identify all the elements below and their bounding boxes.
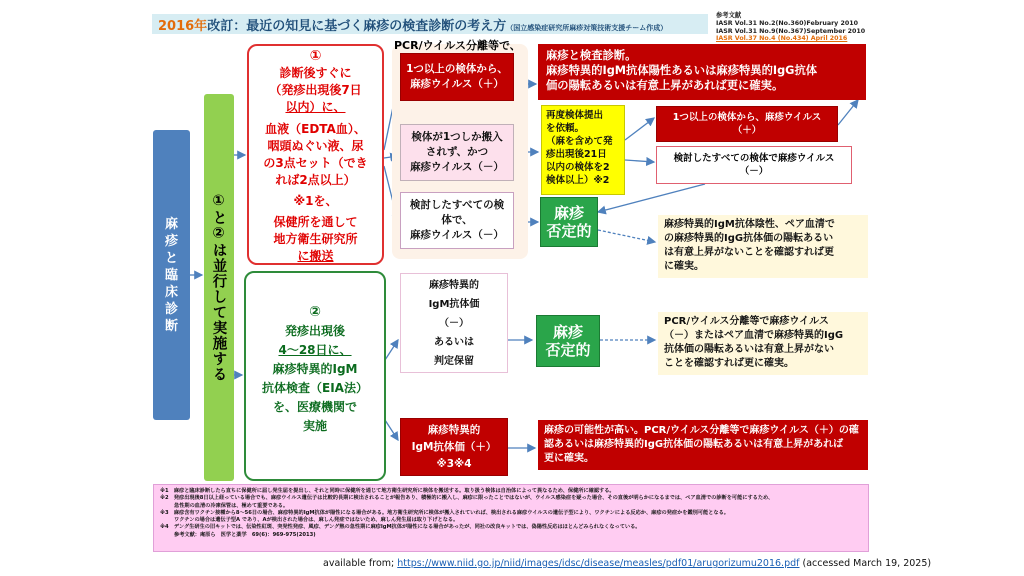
title-org: （国立感染症研究所麻疹対策技術支援チーム作成） bbox=[506, 24, 668, 32]
clinical-diagnosis-box bbox=[153, 130, 190, 420]
pcr-negative-line: 体で、 bbox=[441, 214, 473, 226]
result-likely-line: 更に確実。 bbox=[544, 453, 594, 464]
step2-number: ② bbox=[309, 304, 321, 320]
footnotes bbox=[153, 484, 869, 552]
pcr-single-line: されず、かつ bbox=[425, 146, 489, 158]
step1-line: れば2点以上） bbox=[275, 173, 356, 187]
result-likely-line: 麻疹の可能性が高い。PCR/ウイルス分離等で麻疹ウイルス（＋）の確 bbox=[544, 425, 859, 436]
negative-label: 否定的 bbox=[546, 222, 592, 240]
source-citation bbox=[323, 558, 931, 569]
negative-note-line: 麻疹特異的IgM抗体陰性、ペア血清で bbox=[664, 219, 835, 230]
negative-note-line: 抗体価の陽転あるいは有意上昇がない bbox=[664, 344, 834, 355]
negative-label: 麻疹 bbox=[553, 204, 584, 222]
step1-number: ① bbox=[309, 48, 322, 64]
resubmit-line: 疹出現後21日 bbox=[546, 149, 607, 160]
step2-box bbox=[244, 271, 386, 481]
recheck-negative-line: 検討したすべての検体で麻疹ウイルス bbox=[673, 153, 835, 164]
igm-negative-line: IgM抗体価 bbox=[428, 298, 480, 310]
references-label: 参考文献 bbox=[716, 12, 742, 19]
pcr-single-line: 麻疹ウイルス（－） bbox=[410, 161, 504, 173]
step1-line: 血液（EDTA血）、 bbox=[265, 122, 366, 136]
result-likely-line: 認あるいは麻疹特異的IgG抗体価の陽転あるいは有意上昇があれば bbox=[544, 439, 844, 450]
resubmit-line: を依頼。 bbox=[546, 123, 585, 134]
result-confirmed-line: 麻疹と検査診断。 bbox=[546, 49, 637, 62]
igm-positive-line: IgM抗体価（＋） bbox=[411, 440, 497, 453]
arrow-recheck-pos-up bbox=[838, 100, 858, 125]
pcr-negative-box bbox=[400, 192, 514, 249]
step2-line: を、医療機関で bbox=[272, 400, 357, 414]
source-prefix: available from; bbox=[323, 558, 398, 569]
pcr-single-sample-box bbox=[400, 124, 514, 181]
result-likely-box bbox=[538, 420, 868, 470]
result-confirmed-line: 価の陽転あるいは有意上昇があれば更に確実。 bbox=[546, 79, 784, 92]
arrow-box2-igm-neg bbox=[385, 340, 398, 360]
recheck-negative-box bbox=[656, 146, 852, 184]
recheck-positive-line: 1つ以上の検体から、麻疹ウイルス bbox=[672, 112, 822, 123]
step2-line: 4～28日に、 bbox=[278, 343, 352, 357]
footnote-2b: 急性期の血清の冷凍保管は、極めて重要である。 bbox=[174, 502, 289, 509]
negative-label: 麻疹 bbox=[552, 323, 583, 341]
step1-line: の3点セット（でき bbox=[263, 156, 368, 170]
step2-line: 麻疹特異的IgM bbox=[272, 362, 358, 376]
result-confirmed-line: 麻疹特異的IgM抗体陽性あるいは麻疹特異的IgG抗体 bbox=[546, 64, 818, 77]
resubmit-box bbox=[541, 105, 625, 195]
igm-positive-box bbox=[400, 418, 508, 476]
igm-negative-line: 麻疹特異的 bbox=[429, 279, 479, 291]
step1-line: ※1を、 bbox=[293, 194, 338, 208]
title-main: 改訂：最近の知見に基づく麻疹の検査診断の考え方 bbox=[207, 19, 507, 34]
pcr-positive-box bbox=[400, 53, 514, 101]
reference-1: IASR Vol.31 No.2(No.360)February 2010 bbox=[716, 19, 858, 27]
reference-2: IASR Vol.31 No.9(No.367)September 2010 bbox=[716, 27, 866, 35]
step1-line: 診断後すぐに bbox=[279, 66, 352, 80]
igm-positive-line: 麻疹特異的 bbox=[427, 423, 481, 436]
negative-note-line: ことを確認すれば更に確実。 bbox=[664, 358, 794, 369]
negative-note-line: （－）またはペア血清で麻疹特異的IgG bbox=[664, 330, 844, 341]
arrow-yellow-recheck-neg bbox=[625, 160, 654, 162]
pcr-single-line: 検体が1つしか搬入 bbox=[411, 131, 503, 143]
footnote-4: ※4 デング生研生の旧キットでは、伝染性紅斑、突発性発疹、風疹、デング熱の急性期に麻疹IgM抗体が陽性になる場合があったが、同社の改良キットでは、偽陽性反応はほとんどみられなくなっている。 bbox=[160, 524, 641, 531]
negative-label: 否定的 bbox=[545, 341, 591, 359]
step1-line: 地方衛生研究所 bbox=[273, 232, 358, 246]
footnote-1: ※1 麻疹と臨床診断したら直ちに保健所に届し発生届を提出し、それと同時に保健所を通じて地方衛生研究所に検体を搬送する。取り扱う検体は自治体によって異なるため、保健所に確認する。 bbox=[160, 488, 615, 494]
step1-line: に搬送 bbox=[297, 249, 334, 263]
source-suffix: (accessed March 19, 2025) bbox=[799, 558, 932, 569]
resubmit-line: 検体以上）※2 bbox=[546, 175, 610, 186]
title-year: 2016年 bbox=[158, 19, 208, 34]
step1-line: （発疹出現後7日 bbox=[269, 83, 362, 97]
arrow-box2-igm-pos bbox=[385, 420, 398, 440]
step2-line: 発疹出現後 bbox=[284, 324, 345, 338]
result-confirmed-box bbox=[538, 44, 866, 100]
igm-negative-line: あるいは bbox=[434, 336, 474, 348]
pcr-negative-line: 麻疹ウイルス（－） bbox=[410, 229, 504, 241]
negative-note-line: に確実。 bbox=[664, 261, 704, 272]
recheck-negative-line: （－） bbox=[739, 166, 769, 177]
measles-negative-box-1 bbox=[540, 197, 598, 247]
step1-line: 咽頭ぬぐい液、尿 bbox=[267, 139, 364, 153]
igm-negative-line: （－） bbox=[439, 317, 469, 329]
igm-positive-line: ※3※4 bbox=[436, 457, 472, 470]
footnote-2: ※2 発疹出現後8日以上経っている場合でも、麻疹ウイルス遺伝子は比較的長期に検出されることが報告あり、積極的に搬入し、麻疹に限ったことではないが、ウイルス感染症を疑った場合、その直後が明らかになるまでは、ペア血清での診断を可能にするため、 bbox=[160, 495, 774, 502]
step1-line: 以内）に、 bbox=[285, 100, 346, 114]
clinical-diagnosis-label: 麻疹と臨床診断 bbox=[164, 216, 178, 334]
measles-negative-box-2 bbox=[536, 315, 600, 367]
negative-note-1 bbox=[658, 215, 868, 278]
parallel-bar-label: ①と②は並行して実施する bbox=[210, 193, 227, 382]
recheck-positive-box bbox=[656, 106, 838, 142]
resubmit-line: （麻を含めて発 bbox=[546, 136, 613, 147]
pcr-positive-line: 麻疹ウイルス（＋） bbox=[410, 78, 504, 90]
arrow-neg1-note bbox=[598, 230, 655, 242]
negative-note-line: PCR/ウイルス分離等で麻疹ウイルス bbox=[664, 316, 829, 327]
step2-line: 実施 bbox=[302, 419, 327, 433]
igm-negative-line: 判定保留 bbox=[434, 355, 474, 367]
parallel-bar bbox=[204, 94, 234, 481]
step1-line: 保健所を通して bbox=[273, 215, 358, 229]
source-link[interactable]: https://www.niid.go.jp/niid/images/idsc/disease/measles/pdf01/arugorizumu2016.pdf bbox=[397, 558, 800, 569]
footnote-3b: ワクチンの場合は遺伝子型A であり、Aが検出された場合は、麻しん発症ではないため、麻しん発生届は取り下げとなる。 bbox=[174, 517, 459, 524]
pcr-negative-line: 検討したすべての検 bbox=[409, 199, 505, 211]
resubmit-line: 以内の検体を2 bbox=[546, 162, 610, 173]
footnote-3: ※3 麻疹含有ワクチン接種から8～56日の場合、麻疹特異的IgM抗体が陽性になる場合がある。地方衛生研究所に検体が搬入されていれば、検出される麻疹ウイルスの遺伝子型により、ワクチンによる反応か、麻疹の発症かを鑑別可能となる。 bbox=[160, 509, 729, 516]
footnote-reference: 参考文献：庵原ら 医学と薬学 69(6)：969-975(2013) bbox=[174, 531, 316, 538]
negative-note-2 bbox=[658, 312, 868, 375]
pcr-positive-line: 1つ以上の検体から、 bbox=[406, 63, 508, 75]
recheck-positive-line: （＋） bbox=[732, 125, 762, 136]
negative-note-line: の麻疹特異的IgG抗体価の陽転あるい bbox=[664, 233, 834, 244]
resubmit-line: 再度検体提出 bbox=[546, 110, 604, 121]
reference-3: IASR Vol.37 No.4 (No.434) April 2016 bbox=[716, 35, 848, 43]
igm-negative-box bbox=[400, 273, 508, 373]
negative-note-line: は有意上昇がないことを確認すれば更 bbox=[664, 247, 834, 258]
step2-line: 抗体検査（EIA法） bbox=[262, 381, 368, 395]
pcr-header: PCR/ウイルス分離等で、 bbox=[394, 39, 521, 52]
arrow-yellow-recheck-pos bbox=[625, 118, 654, 140]
step1-box bbox=[247, 44, 384, 265]
